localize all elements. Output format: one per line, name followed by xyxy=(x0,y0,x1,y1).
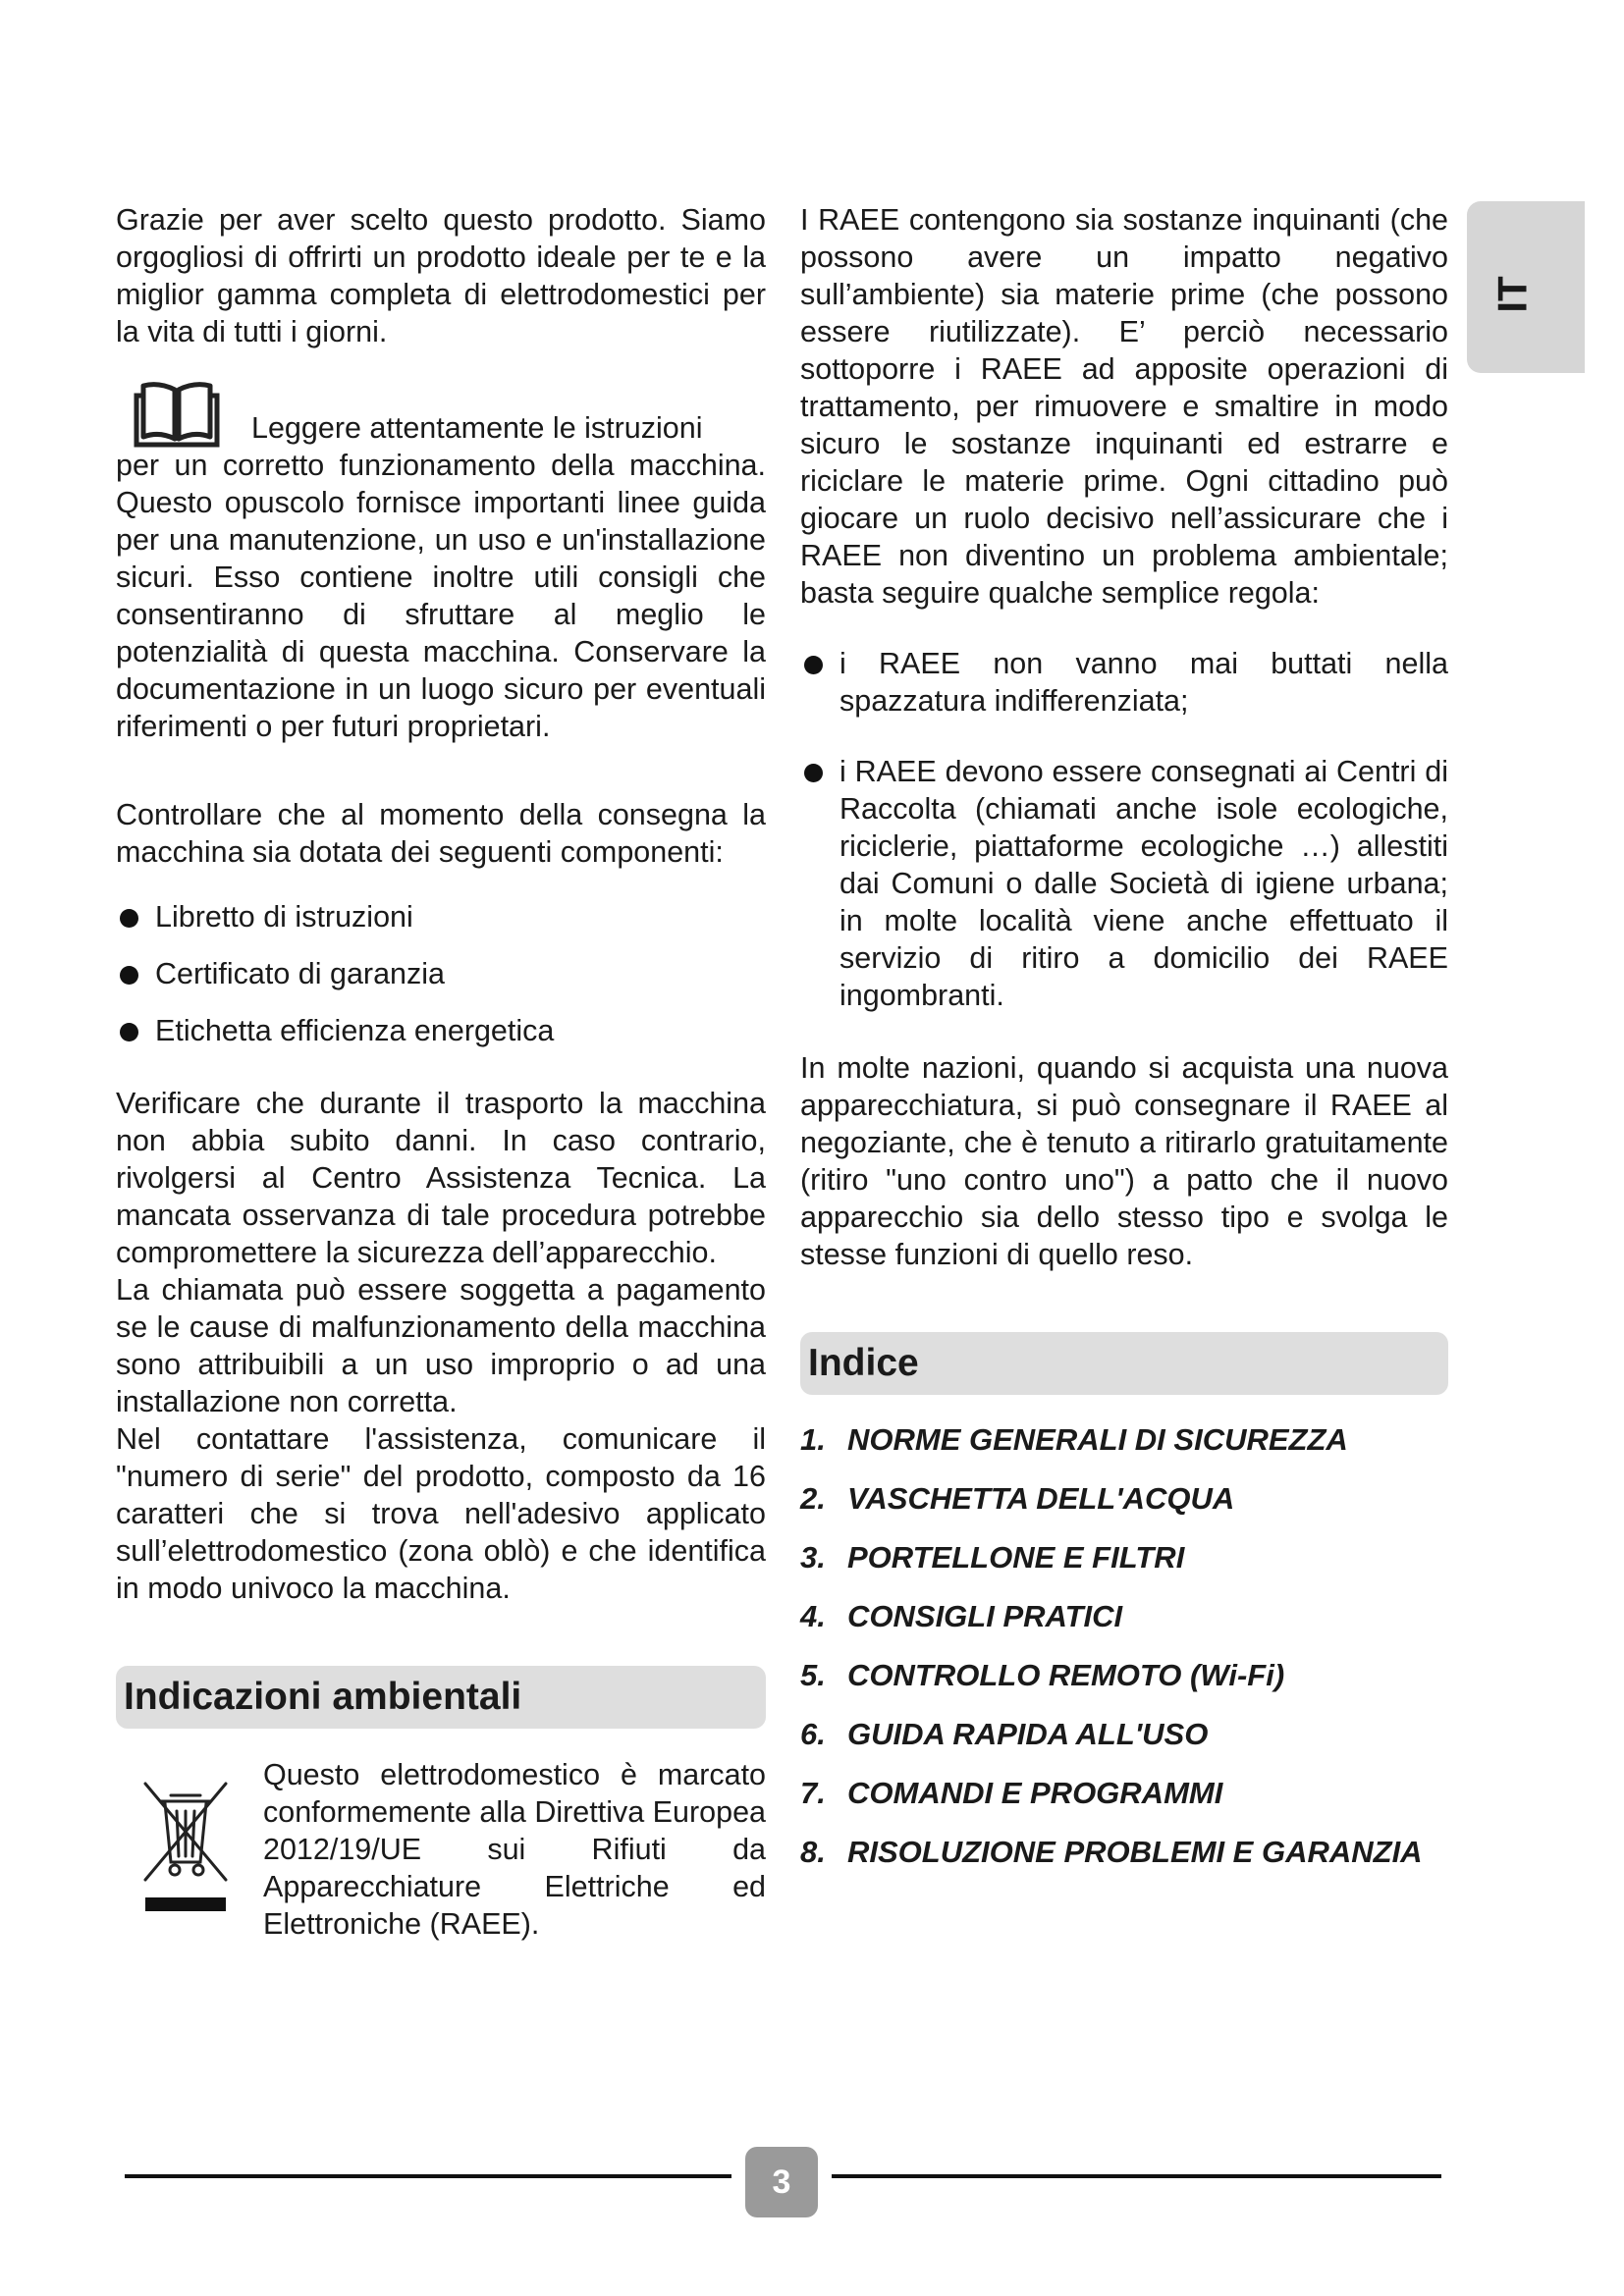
list-item: i RAEE non vanno mai buttati nella spazzatura indifferenziata; xyxy=(800,645,1448,720)
index-section-heading: Indice xyxy=(800,1332,1448,1395)
book-icon xyxy=(134,380,220,453)
index-item[interactable]: 7. COMANDI E PROGRAMMI xyxy=(800,1776,1223,1810)
footer-rule-right xyxy=(832,2174,1441,2178)
read-instructions-text: per un corretto funzionamento della macchina. Questo opuscolo fornisce importanti linee guida per una manutenzione, un uso e un'installazione sicuri. Esso contiene inoltre utili consigli che consentiranno di sfruttare al meglio le potenzialità di questa macchina. Conservare la documentazione in un luogo sicuro per eventuali riferimenti o per futuri proprietari. xyxy=(116,449,766,743)
serial-number-paragraph: Nel contattare l'assistenza, comunicare il "numero di serie" del prodotto, composto da 16 caratteri che si trova nell'adesivo applicato sull’elettrodomestico (zona oblò) e che identifica in modo univoco la macchina. xyxy=(116,1422,766,1605)
list-item: Etichetta efficienza energetica xyxy=(116,1012,766,1049)
raee-intro-paragraph: I RAEE contengono sia sostanze inquinanti (che possono avere un impatto negativo sull’ambiente) sia materie prime (che possono essere riutilizzate). E’ perciò necessario sottoporre i RAEE ad apposite operazioni di trattamento, per rimuovere e smaltire in modo sicuro le sostanze inquinanti ed estrarre e riciclare le materie prime. Ogni cittadino può giocare un ruolo decisivo nell’assicurare che i RAEE non diventino un problema ambientale; basta seguire qualche semplice regola: xyxy=(800,203,1448,610)
index-item[interactable]: 4. CONSIGLI PRATICI xyxy=(800,1599,1123,1633)
weee-text: Questo elettrodomestico è marcato conformemente alla Direttiva Europea 2012/19/UE sui Rifiuti da Apparecchiature Elettriche ed Elettroniche (RAEE). xyxy=(263,1758,766,1941)
check-components-paragraph: Controllare che al momento della consegna la macchina sia dotata dei seguenti componenti: xyxy=(116,798,766,869)
raee-rules-list xyxy=(800,645,1448,1014)
index-item[interactable]: 8. RISOLUZIONE PROBLEMI E GARANZIA xyxy=(800,1835,1423,1869)
return-note-paragraph: In molte nazioni, quando si acquista una nuova apparecchiatura, si può consegnare il RAEE al negoziante, che è tenuto a ritirarlo gratuitamente (ritiro "uno contro uno") a patto che il nuovo apparecchio sia dello stesso tipo e svolga le stesse funzioni di quello reso. xyxy=(800,1051,1448,1271)
weee-block xyxy=(116,1756,766,1943)
language-tab xyxy=(1467,201,1585,373)
transport-check-paragraph: Verificare che durante il trasporto la macchina non abbia subito danni. In caso contrario, rivolgersi al Centro Assistenza Tecnica. La mancata osservanza di tale procedura potrebbe compromettere la sicurezza dell’apparecchio. xyxy=(116,1087,766,1269)
index-item[interactable]: 5. CONTROLLO REMOTO (Wi-Fi) xyxy=(800,1658,1285,1692)
page-number: 3 xyxy=(745,2147,818,2217)
crossed-bin-icon xyxy=(141,1778,230,1915)
left-column xyxy=(116,201,766,1943)
list-item: Certificato di garanzia xyxy=(116,955,766,992)
index-item[interactable]: 1. NORME GENERALI DI SICUREZZA xyxy=(800,1422,1348,1457)
index-item[interactable]: 3. PORTELLONE E FILTRI xyxy=(800,1540,1185,1575)
right-column xyxy=(800,201,1448,1892)
index-item[interactable]: 6. GUIDA RAPIDA ALL'USO xyxy=(800,1717,1209,1751)
read-instructions-first-line: Leggere attentamente le istruzioni xyxy=(251,411,703,445)
footer-rule-left xyxy=(125,2174,731,2178)
environment-section-heading: Indicazioni ambientali xyxy=(116,1666,766,1729)
list-item: i RAEE devono essere consegnati ai Centri di Raccolta (chiamati anche isole ecologiche, riciclerie, piattaforme ecologiche …) allestiti dai Comuni o dalle Società di igiene urbana; in molte località viene anche effettuato il servizio di ritiro a domicilio dei RAEE ingombranti. xyxy=(800,753,1448,1014)
language-tab-label: IT xyxy=(1489,276,1536,313)
index-list xyxy=(800,1420,1448,1872)
list-item: Libretto di istruzioni xyxy=(116,898,766,935)
index-item[interactable]: 2. VASCHETTA DELL'ACQUA xyxy=(800,1481,1235,1516)
service-call-paragraph: La chiamata può essere soggetta a pagamento se le cause di malfunzionamento della macchina sono attribuibili a un uso improprio o ad una installazione non corretta. xyxy=(116,1273,766,1418)
components-list xyxy=(116,898,766,1049)
intro-paragraph: Grazie per aver scelto questo prodotto. Siamo orgogliosi di offrirti un prodotto ideale per te e la miglior gamma completa di elettrodomestici per la vita di tutti i giorni. xyxy=(116,203,766,348)
read-instructions-block xyxy=(116,409,766,745)
